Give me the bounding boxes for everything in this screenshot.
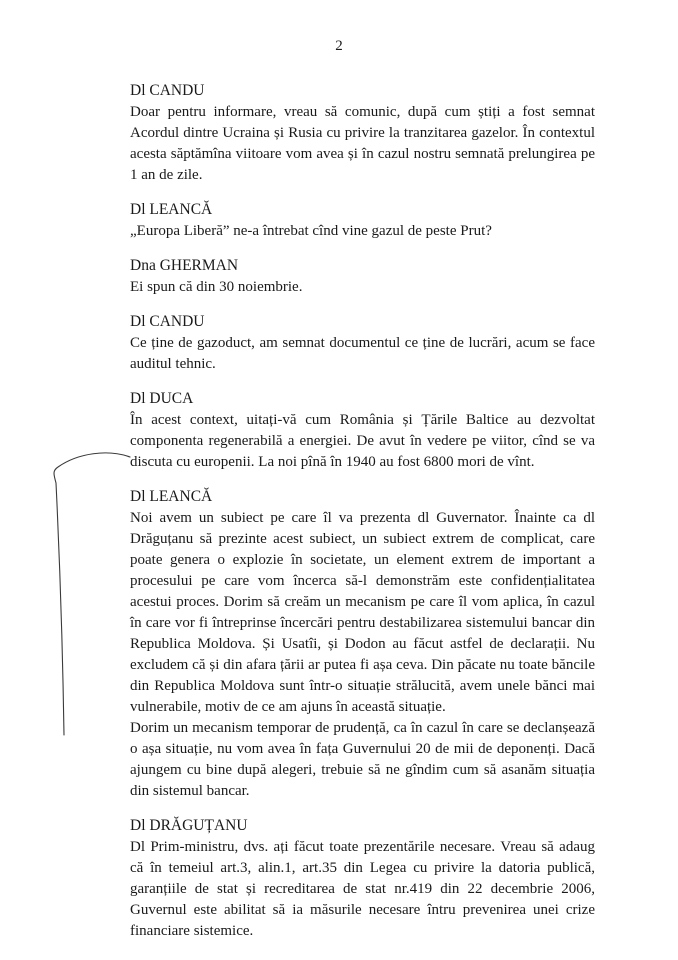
speaker-name: Dl LEANCĂ	[130, 488, 213, 505]
speech-block	[130, 311, 595, 375]
speaker-name: Dl DRĂGUȚANU	[130, 817, 248, 834]
speaker-name: Dl CANDU	[130, 313, 205, 330]
speech-paragraph: Dl Prim-ministru, dvs. ați făcut toate prezentările necesare. Vreau să adaug că în temeiul art.3, alin.1, art.35 din Legea cu privire la datoria publică, garanțiile de stat și recreditarea de stat nr.419 din 22 decembrie 2006, Guvernul este abilitat să ia măsurile necesare întru prevenirea unei crize financiare sistemice.	[130, 839, 595, 939]
speech-block	[130, 815, 595, 942]
speaker-name: Dna GHERMAN	[130, 257, 239, 274]
speech-paragraph: Doar pentru informare, vreau să comunic, după cum știți a fost semnat Acordul dintre Ucraina și Rusia cu privire la tranzitarea gazelor. În contextul acesta săptămîna viitoare vom avea și în cazul nostru semnată prelungirea pe 1 an de zile.	[130, 104, 595, 183]
handwritten-margin-bracket	[48, 445, 138, 745]
page-number: 2	[335, 38, 343, 54]
speech-block	[130, 388, 595, 473]
speech-paragraph: Noi avem un subiect pe care îl va prezenta dl Guvernator. Înainte ca dl Drăguțanu să prezinte acest subiect, un subiect extrem de complicat, care poate genera o explozie în societate, un element extrem de important a procesului pe care vom încerca să-l demonstrăm este confidențialitatea acestui proces. Dorim să creăm un mecanism pe care îl vom aplica, în cazul în care vor fi întreprinse încercări pentru destabilizarea sistemului bancar din Republica Moldova. Și Usatîi, și Dodon au făcut astfel de declarații. Nu excludem că și din afara țării ar putea fi așa ceva. Din păcate nu toate băncile din Republica Moldova sunt într-o situație strălucită, avem unele bănci mai vulnerabile, motiv de ce am ajuns în această situație.	[130, 510, 595, 715]
speech-block	[130, 80, 595, 186]
transcript-body	[130, 80, 595, 955]
speaker-name: Dl DUCA	[130, 390, 194, 407]
speech-paragraph: Ce ține de gazoduct, am semnat documentul ce ține de lucrări, acum se face auditul tehnic.	[130, 335, 595, 372]
speaker-name: Dl LEANCĂ	[130, 201, 213, 218]
speech-paragraph: Dorim un mecanism temporar de prudență, ca în cazul în care se declanșează o așa situație, nu vom avea în fața Guvernului 20 de mii de deponenți. Dacă ajungem cu bine după alegeri, trebuie să ne gîndim cum să asanăm situația din sistemul bancar.	[130, 720, 595, 799]
speech-block	[130, 255, 595, 298]
speech-block	[130, 199, 595, 242]
speaker-name: Dl CANDU	[130, 82, 205, 99]
speech-paragraph: „Europa Liberă” ne-a întrebat cînd vine gazul de peste Prut?	[130, 223, 492, 239]
speech-paragraph: În acest context, uitați-vă cum România și Țările Baltice au dezvoltat componenta regenerabilă a energiei. De avut în vedere pe viitor, cînd se va discuta cu europenii. La noi pînă în 1940 au fost 6800 mori de vînt.	[130, 412, 595, 470]
speech-paragraph: Ei spun că din 30 noiembrie.	[130, 279, 303, 295]
speech-block	[130, 486, 595, 802]
